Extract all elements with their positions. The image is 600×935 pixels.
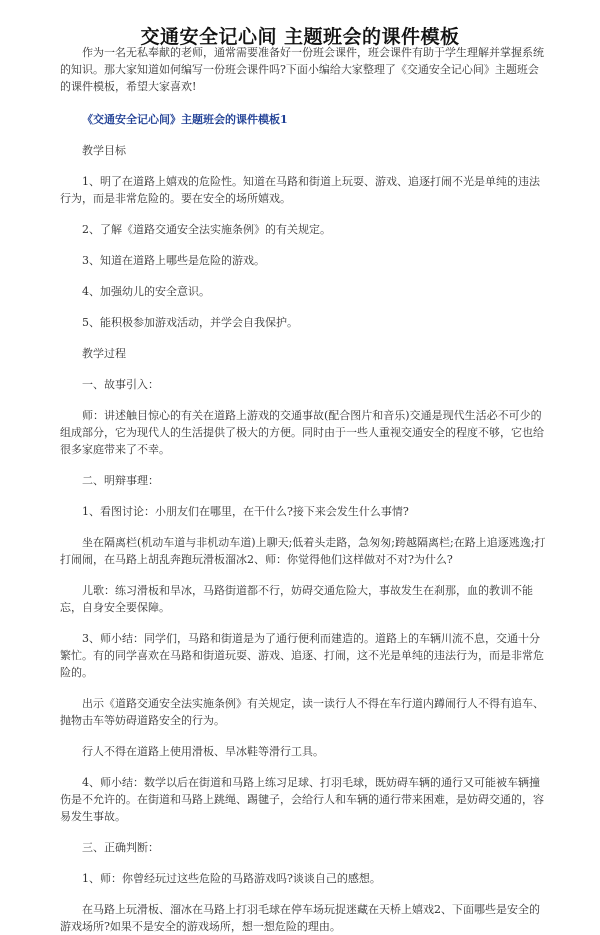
teaching-goals-heading: 教学目标 — [82, 144, 126, 157]
goal-item: 4、加强幼儿的安全意识。 — [82, 285, 210, 298]
discussion-paragraph: 1、看图讨论：小朋友们在哪里，在干什么?接下来会发生什么事情? — [82, 505, 409, 518]
summary-paragraph: 4、师小结：数学以后在街道和马路上练习足球、打羽毛球，既妨碍车辆的通行又可能被车辆撞伤是不允许的。在街道和马路上跳绳、踢毽子，会给行人和车辆的通行带来困难，是妨碍交通的，容易发生事故。 — [60, 776, 544, 823]
goal-item: 1、明了在道路上嬉戏的危险性。知道在马路和街道上玩耍、游戏、追逐打闹不光是单纯的违法行为，而是非常危险的。要在安全的场所嬉戏。 — [60, 175, 540, 205]
goal-item: 3、知道在道路上哪些是危险的游戏。 — [82, 254, 265, 267]
story-paragraph: 师：讲述触目惊心的有关在道路上游戏的交通事故(配合图片和音乐)交通是现代生活必不可少的组成部分，它为现代人的生活提供了极大的方便。同时由于一些人重视交通安全的程度不够，它也给很多家庭带来了不幸。 — [60, 409, 544, 456]
goal-item: 5、能积极参加游戏活动，并学会自我保护。 — [82, 316, 298, 329]
step-heading: 一、故事引入： — [82, 378, 159, 391]
judgement-paragraph: 在马路上玩滑板、溜冰在马路上打羽毛球在停车场玩捉迷藏在天桥上嬉戏2、下面哪些是安全的游戏场所?如果不是安全的游戏场所，想一想危险的理由。 — [60, 903, 540, 933]
discussion-paragraph: 坐在隔离栏(机动车道与非机动车道)上聊天;低着头走路，急匆匆;跨越隔离栏;在路上追逐逃逸;打打闹闹，在马路上胡乱奔跑玩滑板溜冰2、师：你觉得他们这样做对不对?为什么? — [60, 536, 546, 566]
nursery-rhyme-paragraph: 儿歌：练习滑板和旱冰，马路街道都不行，妨碍交通危险大，事故发生在刹那，血的教训不能忘，自身安全要保障。 — [60, 584, 533, 614]
step-heading: 三、正确判断： — [82, 841, 159, 854]
regulation-paragraph: 行人不得在道路上使用滑板、旱冰鞋等滑行工具。 — [82, 745, 324, 758]
step-heading: 二、明辩事理： — [82, 474, 159, 487]
goal-item: 2、了解《道路交通安全法实施条例》的有关规定。 — [82, 223, 331, 236]
document-body — [60, 44, 546, 935]
regulation-paragraph: 出示《道路交通安全法实施条例》有关规定，读一读行人不得在车行道内蹲闹行人不得有追车、抛物击车等妨碍道路安全的行为。 — [60, 697, 544, 727]
intro-paragraph: 作为一名无私奉献的老师，通常需要准备好一份班会课件，班会课件有助于学生理解并掌握系统的知识。那大家知道如何编写一份班会课件吗?下面小编给大家整理了《交通安全记心间》主题班会的课件模板，希望大家喜欢! — [60, 46, 544, 93]
section-heading: 《交通安全记心间》主题班会的课件模板1 — [82, 113, 288, 126]
judgement-paragraph: 1、师：你曾经玩过这些危险的马路游戏吗?谈谈自己的感想。 — [82, 872, 381, 885]
summary-paragraph: 3、师小结：同学们，马路和街道是为了通行便利而建造的。道路上的车辆川流不息，交通十分繁忙。有的同学喜欢在马路和街道玩耍、游戏、追逐、打闹，这不光是单纯的违法行为，而是非常危险的。 — [60, 632, 544, 679]
document-title: 交通安全记心间 主题班会的课件模板 — [140, 26, 460, 48]
teaching-process-heading: 教学过程 — [82, 347, 126, 360]
